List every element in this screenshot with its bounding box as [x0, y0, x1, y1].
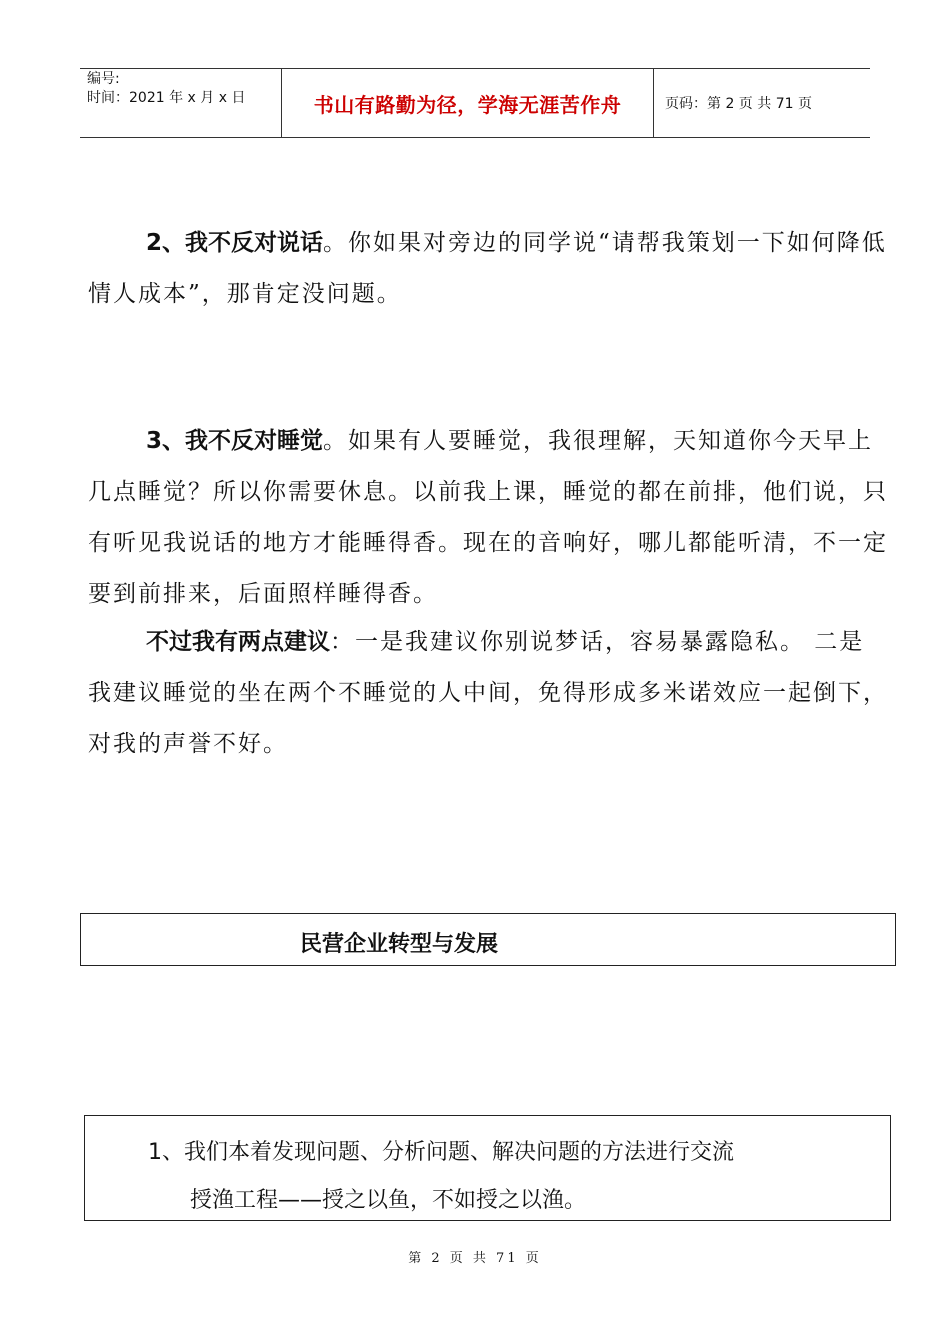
topic-line-2: 授渔工程——授之以鱼，不如授之以渔。 [190, 1188, 587, 1213]
paragraph-lead: 3、我不反对睡觉 [146, 428, 324, 454]
header-page-info: 页码：第 2 页 共 71 页 [665, 96, 812, 112]
topic-box [84, 1115, 891, 1221]
paragraph-text: 。如果有人要睡觉，我很理解，天知道你今天早上几点睡觉？所以你需要休息。以前我上课，睡觉的都在前排，他们说，只有听见我说话的地方才能睡得香。现在的音响好，哪儿都能听清，不一定要到前排来，后面照样睡得香。 [88, 428, 888, 607]
section-title-box [80, 913, 896, 966]
page-header [80, 68, 870, 138]
header-motto: 书山有路勤为径，学海无涯苦作舟 [313, 92, 622, 117]
paragraph-suggestions [88, 617, 888, 770]
paragraph-sleeping [88, 416, 888, 620]
header-page-cell [654, 69, 870, 137]
document-date: 时间：2021 年 x 月 x 日 [87, 90, 246, 106]
paragraph-lead: 2、我不反对说话 [146, 230, 324, 256]
page-footer: 第 2 页 共 71 页 [408, 1251, 542, 1266]
paragraph-text: 。你如果对旁边的同学说“请帮我策划一下如何降低情人成本”，那肯定没问题。 [88, 230, 887, 307]
paragraph-talking [88, 218, 888, 320]
document-number-label: 编号: [87, 71, 120, 87]
header-meta-cell [80, 69, 282, 137]
header-motto-cell [282, 69, 654, 137]
section-title: 民营企业转型与发展 [300, 932, 499, 957]
topic-line-1: 1、我们本着发现问题、分析问题、解决问题的方法进行交流 [148, 1140, 734, 1165]
paragraph-text: ：一是我建议你别说梦话，容易暴露隐私。 二是我建议睡觉的坐在两个不睡觉的人中间，免得形成多米诺效应一起倒下，对我的声誉不好。 [88, 629, 888, 757]
paragraph-lead: 不过我有两点建议 [146, 629, 330, 655]
